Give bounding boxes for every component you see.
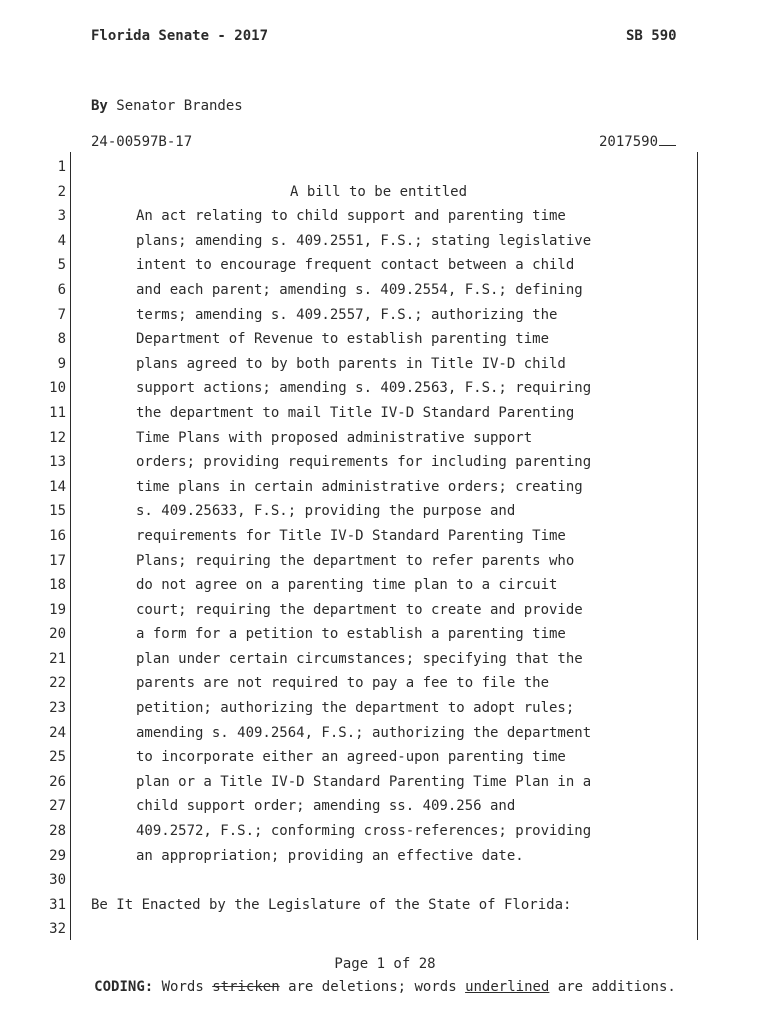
bill-line: [0, 450, 770, 475]
line-number: 23: [49, 700, 66, 717]
bill-line: [0, 155, 770, 180]
bill-line: [0, 278, 770, 303]
line-text: parents are not required to pay a fee to file the: [136, 675, 550, 692]
coding-legend: [0, 978, 770, 996]
line-number: 19: [49, 601, 66, 618]
coding-label: CODING:: [94, 979, 154, 995]
line-text: 409.2572, F.S.; conforming cross-references; providing: [136, 823, 592, 840]
coding-text-2: are deletions; words: [279, 979, 466, 995]
bill-line: [0, 745, 770, 770]
line-number: 14: [49, 478, 66, 495]
sponsor-name: Senator Brandes: [107, 98, 243, 114]
line-text: support actions; amending s. 409.2563, F.S.; requiring: [136, 380, 592, 397]
bill-line: [0, 499, 770, 524]
line-number: 5: [57, 257, 66, 274]
line-text: s. 409.25633, F.S.; providing the purpose and: [136, 503, 516, 520]
bill-code-right-text: 2017590: [599, 134, 659, 150]
line-text: An act relating to child support and parenting time: [136, 208, 566, 225]
line-text: plans; amending s. 409.2551, F.S.; stating legislative: [136, 232, 592, 249]
bill-line: [0, 352, 770, 377]
line-text: Be It Enacted by the Legislature of the State of Florida:: [91, 896, 572, 913]
line-number: 20: [49, 626, 66, 643]
coding-stricken-example: stricken: [212, 979, 280, 995]
line-text: the department to mail Title IV-D Standard Parenting: [136, 404, 575, 421]
line-text: Time Plans with proposed administrative support: [136, 429, 533, 446]
line-number: 27: [49, 798, 66, 815]
line-number: 3: [57, 208, 66, 225]
sponsor-line: [91, 97, 243, 115]
bill-line: [0, 426, 770, 451]
line-number: 8: [57, 331, 66, 348]
bill-line: [0, 696, 770, 721]
line-number: 7: [57, 306, 66, 323]
line-number: 9: [57, 355, 66, 372]
line-number: 12: [49, 429, 66, 446]
bill-line: [0, 475, 770, 500]
line-number: 25: [49, 749, 66, 766]
bill-line: [0, 893, 770, 918]
bill-text-lines: [0, 155, 770, 942]
line-number: 26: [49, 773, 66, 790]
line-text: requirements for Title IV-D Standard Parenting Time: [136, 527, 566, 544]
line-text: court; requiring the department to create and provide: [136, 601, 583, 618]
bill-line: [0, 868, 770, 893]
line-text: time plans in certain administrative orders; creating: [136, 478, 583, 495]
bill-line: [0, 229, 770, 254]
line-text: to incorporate either an agreed-upon parenting time: [136, 749, 566, 766]
line-number: 13: [49, 454, 66, 471]
bill-line: [0, 770, 770, 795]
line-text: a form for a petition to establish a parenting time: [136, 626, 566, 643]
line-text: child support order; amending ss. 409.256 and: [136, 798, 516, 815]
line-number: 21: [49, 650, 66, 667]
bill-line: [0, 819, 770, 844]
bill-code-left: 24-00597B-17: [91, 134, 193, 150]
line-text: plan or a Title IV-D Standard Parenting Time Plan in a: [136, 773, 592, 790]
line-number: 18: [49, 577, 66, 594]
line-text: plan under certain circumstances; specifying that the: [136, 650, 583, 667]
bill-line: [0, 327, 770, 352]
bill-line: [0, 180, 770, 205]
line-text: do not agree on a parenting time plan to a circuit: [136, 577, 558, 594]
line-number: 31: [49, 896, 66, 913]
bill-line: [0, 524, 770, 549]
line-text: Department of Revenue to establish parenting time: [136, 331, 550, 348]
bill-line: [0, 622, 770, 647]
bill-line: [0, 794, 770, 819]
line-number: 11: [49, 404, 66, 421]
line-number: 22: [49, 675, 66, 692]
line-number: 16: [49, 527, 66, 544]
line-text: and each parent; amending s. 409.2554, F.S.; defining: [136, 281, 583, 298]
bill-line: [0, 401, 770, 426]
bill-line: [0, 647, 770, 672]
bill-line: [0, 549, 770, 574]
line-number: 32: [49, 921, 66, 938]
bill-code-right: [599, 133, 676, 151]
line-text: Plans; requiring the department to refer parents who: [136, 552, 575, 569]
line-text: terms; amending s. 409.2557, F.S.; authorizing the: [136, 306, 558, 323]
bill-line: [0, 844, 770, 869]
line-text: A bill to be entitled: [290, 183, 468, 200]
bill-line: [0, 721, 770, 746]
bill-code-blank: [659, 133, 676, 146]
line-text: orders; providing requirements for including parenting: [136, 454, 592, 471]
line-number: 10: [49, 380, 66, 397]
bill-line: [0, 303, 770, 328]
bill-line: [0, 253, 770, 278]
bill-line: [0, 598, 770, 623]
sponsor-by-label: By: [91, 98, 108, 114]
line-text: an appropriation; providing an effective date.: [136, 847, 524, 864]
line-number: 24: [49, 724, 66, 741]
line-number: 29: [49, 847, 66, 864]
bill-line: [0, 573, 770, 598]
bill-line: [0, 204, 770, 229]
header-title: Florida Senate - 2017: [91, 28, 269, 44]
line-number: 6: [57, 281, 66, 298]
line-number: 15: [49, 503, 66, 520]
coding-text-1: Words: [153, 979, 213, 995]
line-text: amending s. 409.2564, F.S.; authorizing the department: [136, 724, 592, 741]
header-bill-number: SB 590: [626, 28, 677, 44]
coding-underlined-example: underlined: [465, 979, 550, 995]
line-number: 17: [49, 552, 66, 569]
line-number: 4: [57, 232, 66, 249]
bill-line: [0, 671, 770, 696]
line-text: intent to encourage frequent contact between a child: [136, 257, 575, 274]
line-number: 1: [57, 159, 66, 175]
bill-line: [0, 917, 770, 942]
line-number: 28: [49, 823, 66, 840]
line-number: 2: [57, 183, 66, 200]
line-text: petition; authorizing the department to adopt rules;: [136, 700, 575, 717]
coding-text-3: are additions.: [549, 979, 676, 995]
page-number: Page 1 of 28: [334, 956, 436, 972]
line-text: plans agreed to by both parents in Title IV-D child: [136, 355, 566, 372]
bill-line: [0, 376, 770, 401]
line-number: 30: [49, 872, 66, 889]
